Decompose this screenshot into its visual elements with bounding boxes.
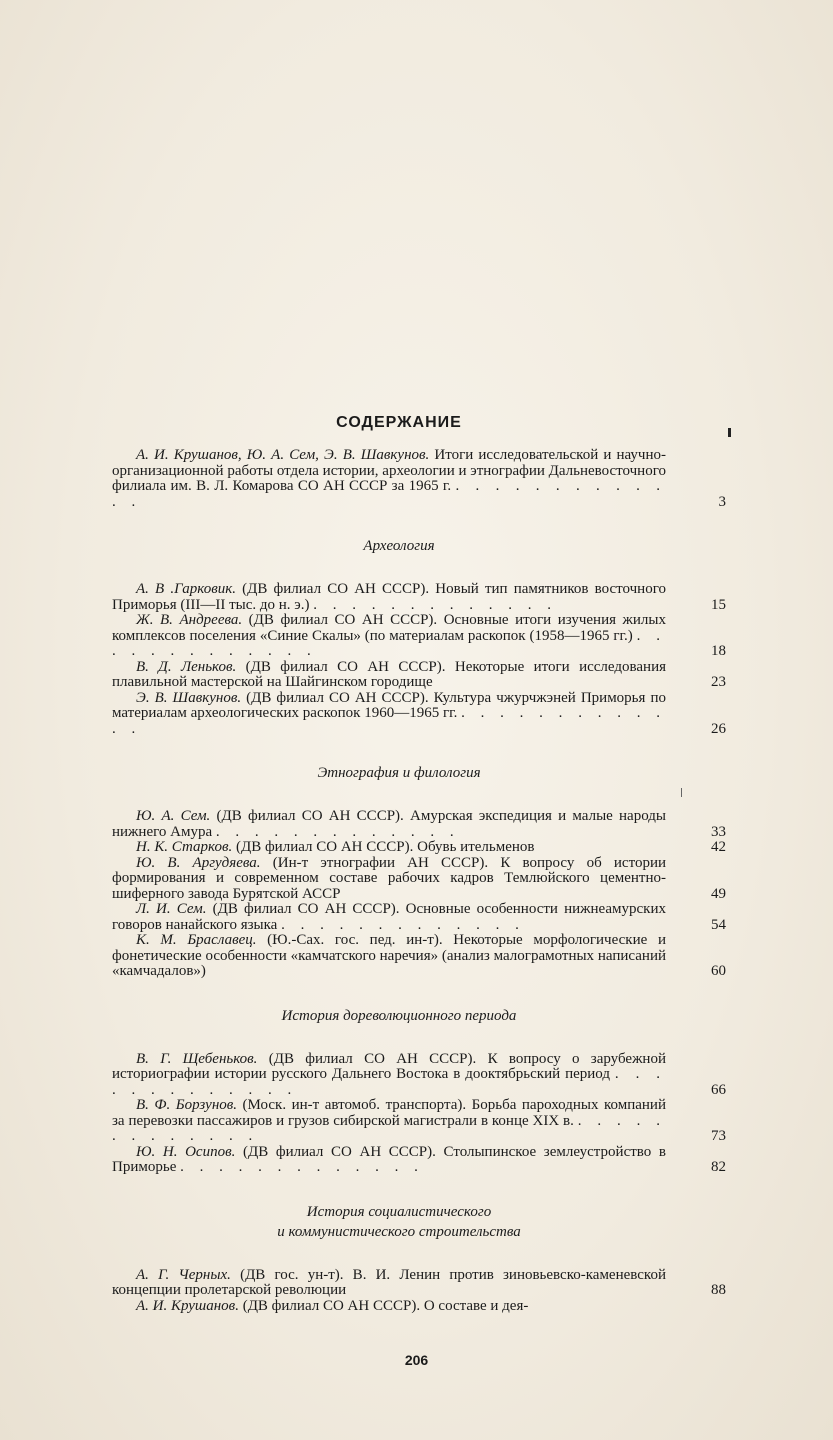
dot-leader: . . . . . . . . . . . . . <box>215 823 460 840</box>
entry-author: Ю. А. Сем. <box>136 808 211 824</box>
entry-text: (ДВ филиал СО АН СССР). К вопросу о зарубежной историографии истории русского Дальнего Востока в дооктябрьский период <box>112 1050 666 1082</box>
entry-author: Н. К. Старков. <box>136 839 233 855</box>
dot-leader: . . . . . . . . . . . . . <box>180 1159 424 1175</box>
dot-leader: . . . . . . . . . . . . . <box>281 916 525 933</box>
section-heading: История дореволюционного периода <box>281 1007 517 1024</box>
section-heading: История социалистического <box>306 1203 492 1220</box>
entry-author: А. В .Гарковик. <box>136 581 237 597</box>
ink-speck <box>728 428 731 437</box>
section-heading: Этнография и филология <box>317 765 481 781</box>
entry-author: Ж. В. Андреева. <box>136 612 243 628</box>
entry-page: 33 <box>711 823 726 840</box>
entry-text: (ДВ филиал СО АН СССР). Некоторые итоги исследования плавильной мастерской на Шайгинском городище <box>112 658 667 690</box>
entry-page: 26 <box>711 720 726 737</box>
toc-entry <box>112 1268 726 1299</box>
dot-leader: . . . . . . . . . . . . . <box>112 478 666 510</box>
entry-page: 54 <box>711 916 726 933</box>
entry-text: (Ин-т этнографии АН СССР). К вопросу об истории формирования и современном составе рабочих кадров Темлюйского цементно-шиферного завода Бурятской АССР <box>112 854 667 902</box>
entry-page: 18 <box>711 643 726 659</box>
page-number: 206 <box>404 1352 429 1368</box>
entry-page: 73 <box>711 1128 726 1144</box>
toc-entry <box>112 1052 726 1099</box>
dot-leader: . . . . . . . . . . . . . <box>313 596 557 613</box>
section-heading-line2: и коммунистического строительства <box>277 1223 521 1240</box>
dot-leader: . . . . . . . . . . . . . <box>112 1112 666 1144</box>
entry-page: 60 <box>711 963 726 979</box>
toc-entry <box>112 448 726 510</box>
entry-page: 42 <box>711 839 726 855</box>
entry-author: Ю. Н. Осипов. <box>136 1143 236 1160</box>
entry-text: (ДВ филиал СО АН СССР). Обувь ительменов <box>232 839 535 855</box>
entry-text: (ДВ филиал СО АН СССР). Культура чжурчжэней Приморья по материалам археологических раскопок 1960—1965 гг. <box>112 689 666 721</box>
entry-page: 88 <box>711 1282 726 1298</box>
dot-leader: . . . . . . . . . . . . . <box>112 1066 666 1098</box>
entry-page: 66 <box>711 1081 726 1098</box>
entry-text: (ДВ филиал СО АН СССР). Основные особенности нижнеамурских говоров нанайского языка <box>112 901 666 933</box>
entry-page: 23 <box>711 674 726 690</box>
toc-entry <box>112 933 726 980</box>
entry-author: Ю. В. Аргудяева. <box>136 854 261 871</box>
entry-text: (ДВ филиал СО АН СССР). Столыпинское землеустройство в Приморье <box>112 1143 666 1175</box>
toc-title: СОДЕРЖАНИЕ <box>336 414 462 431</box>
toc-entry <box>112 1098 726 1145</box>
entry-text: (Ю.-Сах. гос. пед. ин-т). Некоторые морфологические и фонетические особенности «камчатского наречия» (анализ малограмотных написаний «камчадалов») <box>112 932 666 979</box>
section-heading: Археология <box>363 538 435 554</box>
entry-author: А. И. Крушанов, Ю. А. Сем, Э. В. Шавкунов. <box>136 447 430 463</box>
table-of-contents <box>112 414 726 1314</box>
entry-page: 3 <box>718 493 726 510</box>
toc-entry <box>112 582 726 613</box>
entry-author: В. Д. Леньков. <box>136 658 237 675</box>
entry-text: (ДВ гос. ун-т). В. И. Ленин против зиновьевско-каменевской концепции пролетарской революции <box>112 1266 666 1298</box>
entry-author: Э. В. Шавкунов. <box>136 689 242 706</box>
toc-entry <box>112 902 726 933</box>
entry-author: В. Ф. Борзунов. <box>136 1097 238 1113</box>
toc-entry <box>112 1299 726 1315</box>
entry-author: В. Г. Щебеньков. <box>136 1050 258 1067</box>
entry-text: (ДВ филиал СО АН СССР). О составе и дея- <box>238 1297 529 1314</box>
toc-entry <box>112 809 726 840</box>
entry-author: А. Г. Черных. <box>136 1266 231 1283</box>
entry-text: (ДВ филиал СО АН СССР). Амурская экспедиция и малые народы нижнего Амура <box>112 808 666 840</box>
toc-entry <box>112 840 726 856</box>
entry-author: А. И. Крушанов. <box>136 1297 239 1314</box>
dot-leader: . . . . . . . . . . . . . <box>112 705 667 737</box>
toc-entry <box>112 691 726 738</box>
toc-entry <box>112 660 726 691</box>
entry-text: (ДВ филиал СО АН СССР). Основные итоги изучения жилых комплексов поселения «Синие Скалы» (по материалам раскопок (1958—1965 гг.) <box>112 612 666 644</box>
toc-entry <box>112 1145 726 1176</box>
dot-leader: . . . . . . . . . . . . . <box>112 627 667 659</box>
entry-page: 49 <box>711 885 726 902</box>
entry-page: 15 <box>711 596 726 613</box>
entry-page: 82 <box>711 1159 726 1175</box>
entry-author: Л. И. Сем. <box>136 901 207 917</box>
entry-text: (Моск. ин-т автомоб. транспорта). Борьба пароходных компаний за перевозки пассажиров и грузов сибирской магистрали в конце XIX в. <box>112 1097 666 1129</box>
entry-text: (ДВ филиал СО АН СССР). Новый тип памятников восточного Приморья (III—II тыс. до н. э.) <box>112 581 666 613</box>
entry-author: К. М. Браславец. <box>136 932 257 948</box>
toc-entry <box>112 856 726 903</box>
entry-text: Итоги исследовательской и научно-организационной работы отдела истории, археологии и этнографии Дальневосточного филиала им. В. Л. Комарова СО АН СССР за 1965 г. <box>112 447 666 494</box>
toc-entry <box>112 613 726 660</box>
